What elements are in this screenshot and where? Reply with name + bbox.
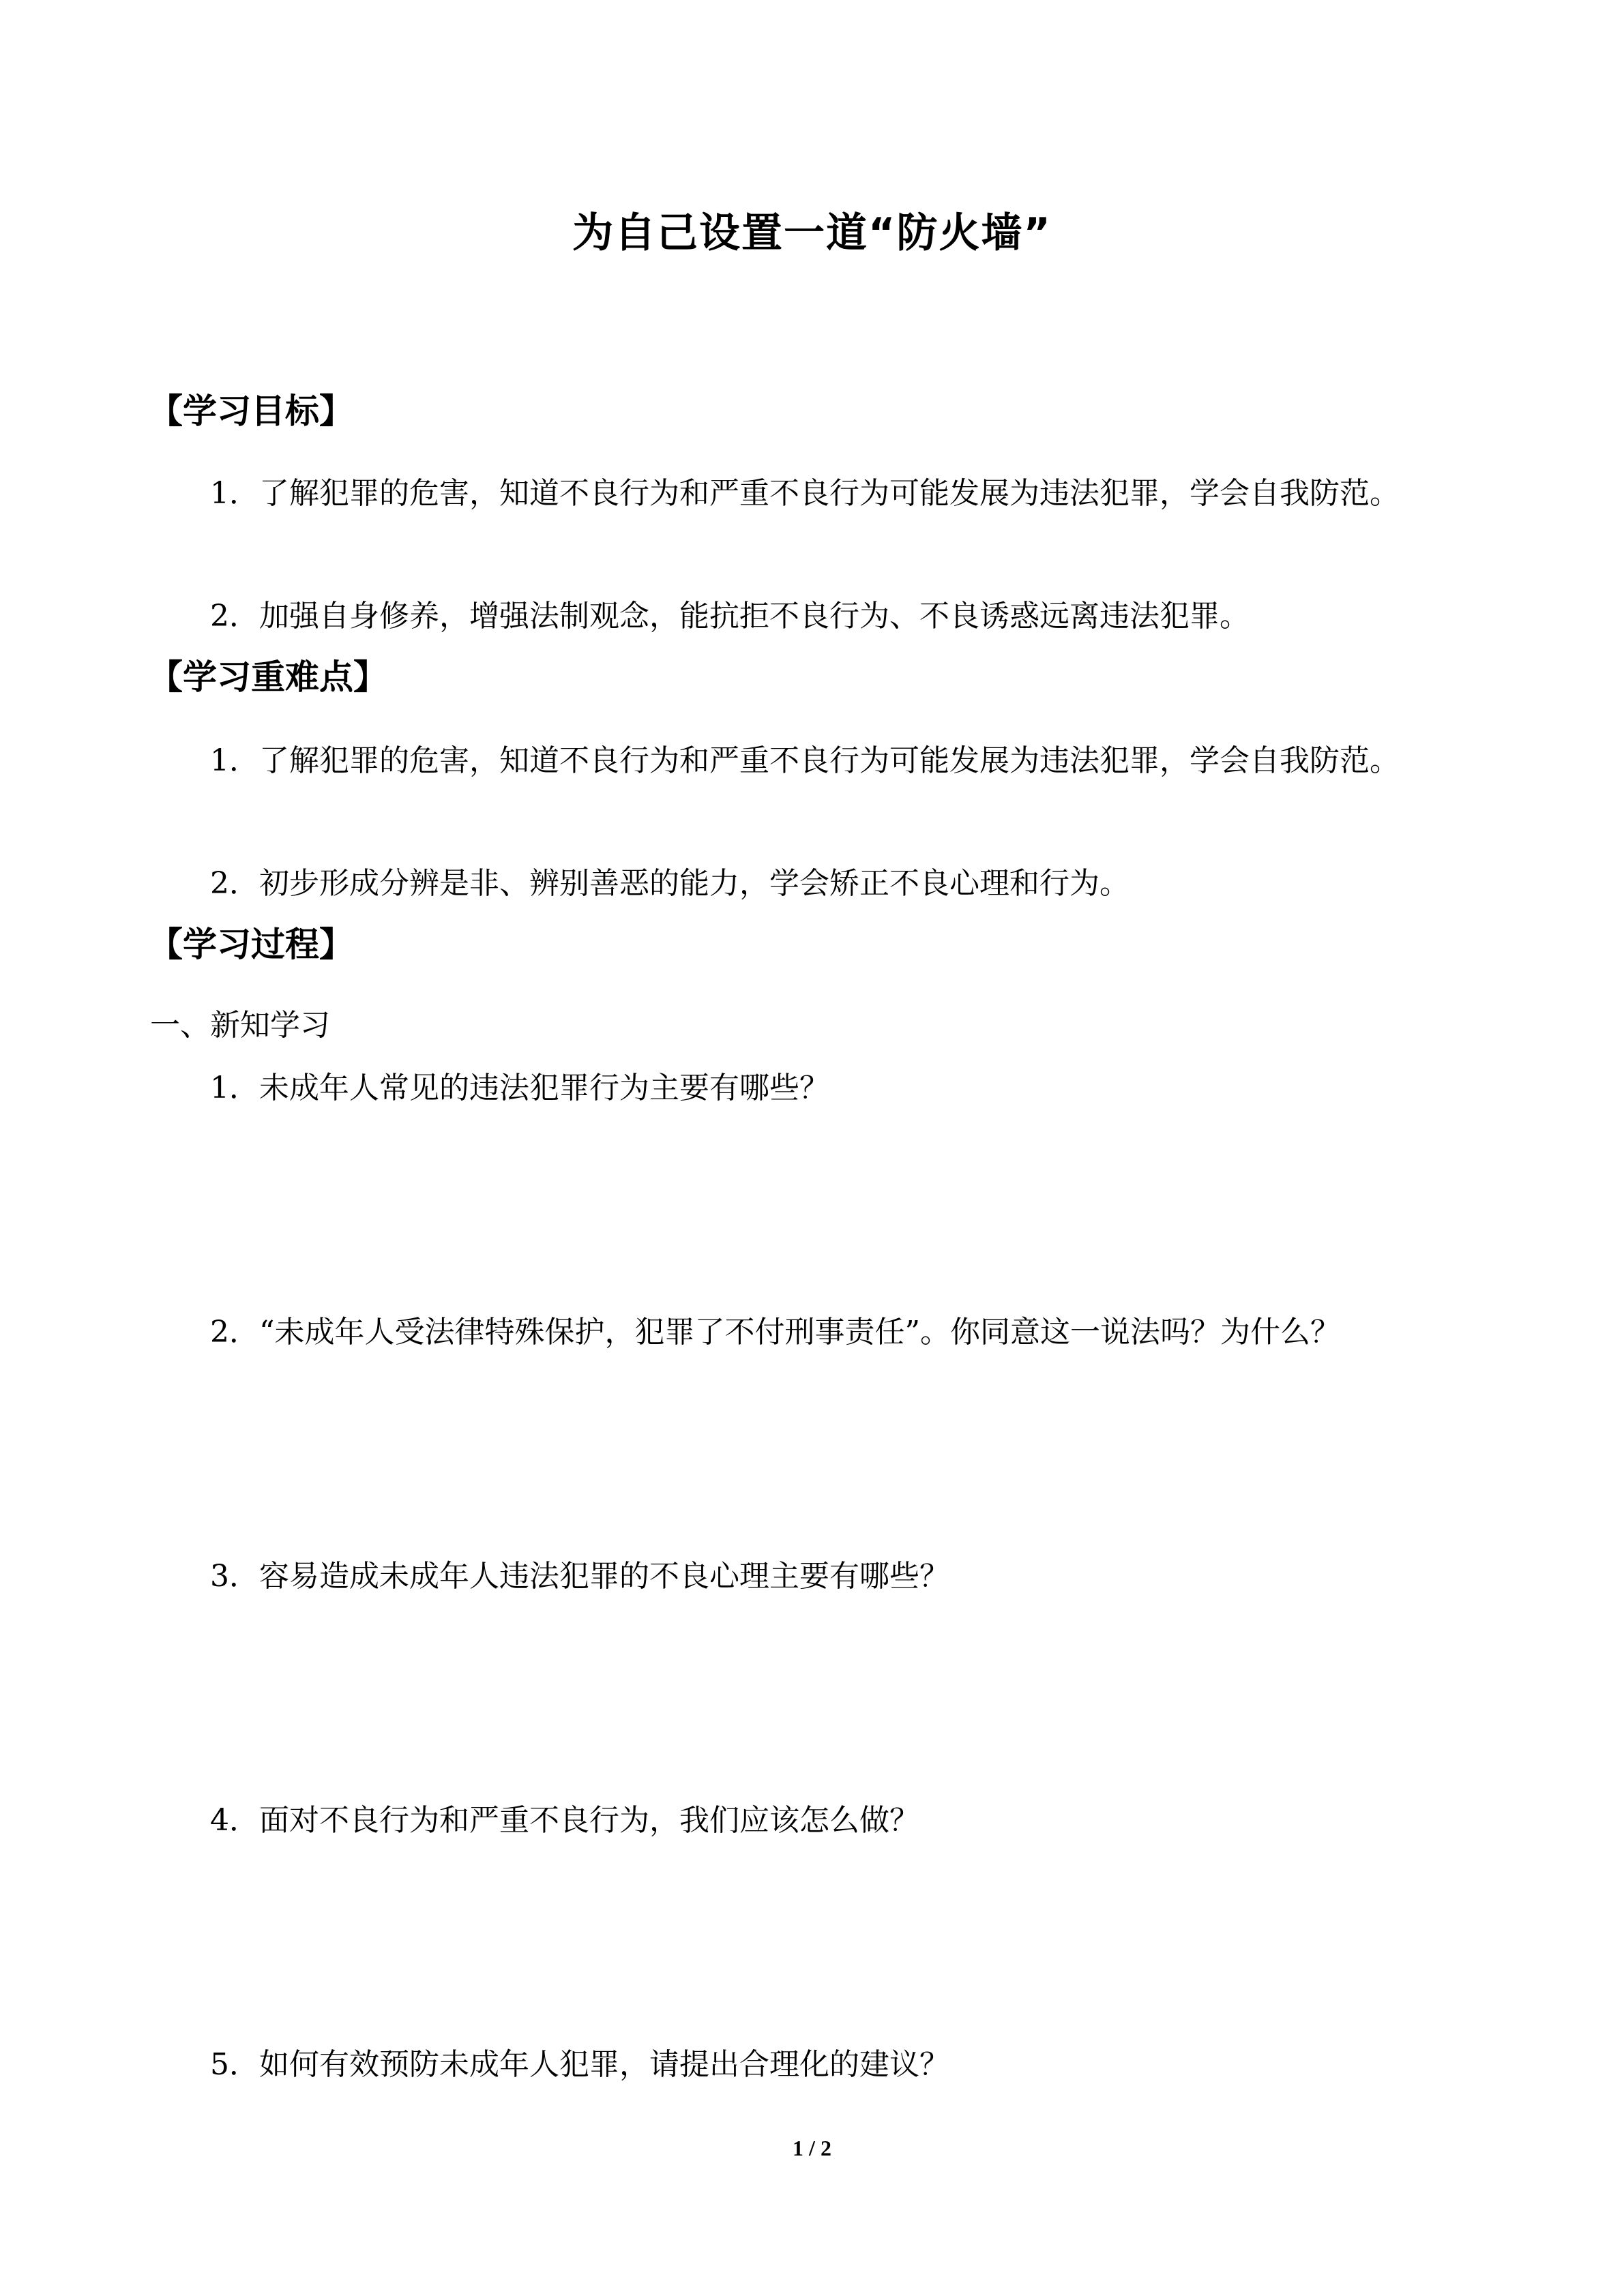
question-2: 2．“未成年人受法律特殊保护，犯罪了不付刑事责任”。你同意这一说法吗？为什么？ [210, 1315, 1340, 1350]
question-4: 4．面对不良行为和严重不良行为，我们应该怎么做？ [210, 1803, 919, 1838]
subheading-new-knowledge: 一、新知学习 [150, 1008, 330, 1043]
section-heading-key-points: 【学习重难点】 [149, 657, 387, 697]
goal-item-1: 1．了解犯罪的危害，知道不良行为和严重不良行为可能发展为违法犯罪，学会自我防范。 [210, 476, 1400, 511]
goal-item-2: 2．加强自身修养，增强法制观念，能抗拒不良行为、不良诱惑远离违法犯罪。 [210, 599, 1250, 633]
section-heading-process: 【学习过程】 [149, 925, 353, 964]
document-title: 为自己设置一道“防火墙” [572, 209, 1052, 257]
question-5: 5．如何有效预防未成年人犯罪，请提出合理化的建议？ [210, 2047, 949, 2082]
question-1: 1．未成年人常见的违法犯罪行为主要有哪些？ [210, 1071, 829, 1105]
key-point-item-2: 2．初步形成分辨是非、辨别善恶的能力，学会矫正不良心理和行为。 [210, 866, 1130, 901]
page-number: 1 / 2 [793, 2136, 831, 2160]
question-3: 3．容易造成未成年人违法犯罪的不良心理主要有哪些？ [210, 1559, 949, 1594]
key-point-item-1: 1．了解犯罪的危害，知道不良行为和严重不良行为可能发展为违法犯罪，学会自我防范。 [210, 743, 1400, 778]
section-heading-goals: 【学习目标】 [149, 391, 353, 431]
